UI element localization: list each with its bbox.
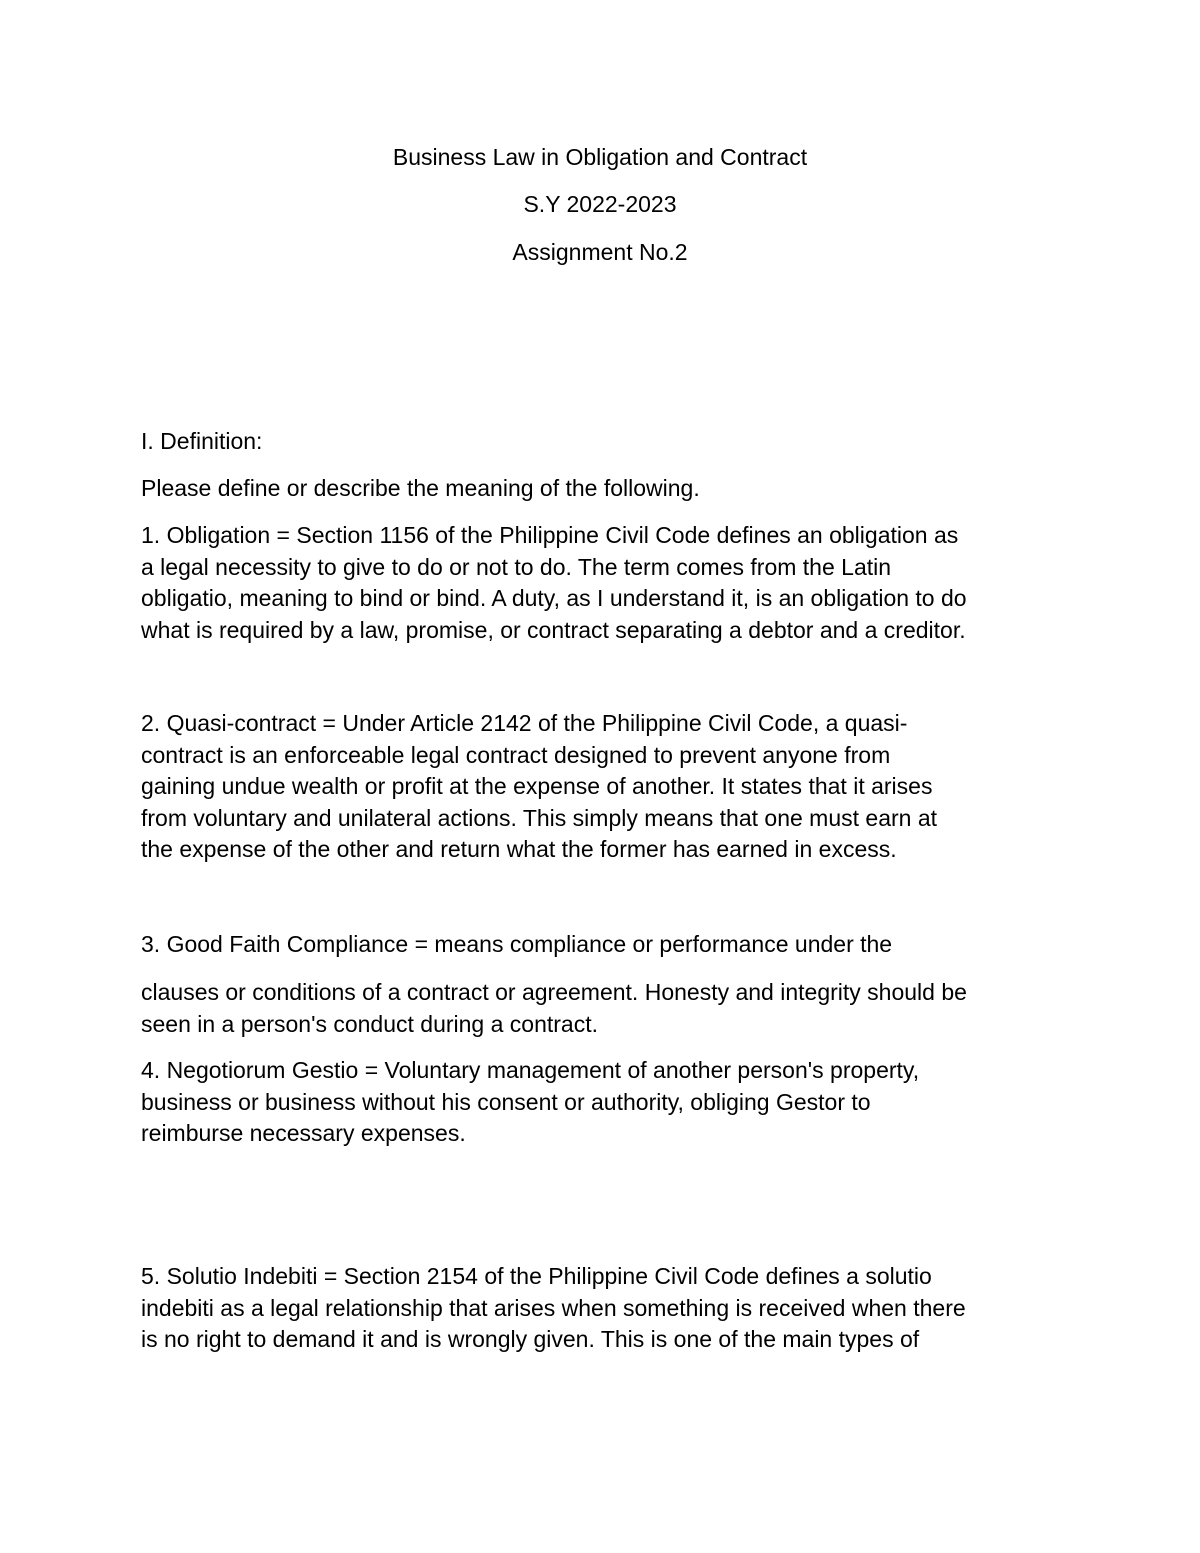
definition-item-quasi-contract: 2. Quasi-contract = Under Article 2142 of the Philippine Civil Code, a quasi- contract is an enforceable legal contract designed to prevent anyone from gaining undue wealth or profit at the expense of another. It states that it arises from voluntary and unilateral actions. This simply means that one must earn at the expense of the other and return what the former has earned in excess. bbox=[141, 710, 938, 863]
course-title: Business Law in Obligation and Contract bbox=[392, 144, 808, 170]
definition-item-obligation: 1. Obligation = Section 1156 of the Philippine Civil Code defines an obligation as a legal necessity to give to do or not to do. The term comes from the Latin obligatio, meaning to bind or bind. A duty, as I understand it, is an obligation to do what is required by a law, promise, or contract separating a debtor and a creditor. bbox=[141, 522, 967, 643]
definition-item-solutio-indebiti: 5. Solutio Indebiti = Section 2154 of the Philippine Civil Code defines a solutio indebiti as a legal relationship that arises when something is received when there is no right to demand it and is wrongly given. This is one of the main types of bbox=[141, 1263, 966, 1353]
school-year: S.Y 2022-2023 bbox=[523, 191, 677, 217]
assignment-number: Assignment No.2 bbox=[512, 239, 688, 265]
definition-item-good-faith-first-line: 3. Good Faith Compliance = means compliance or performance under the bbox=[141, 931, 893, 957]
definition-item-good-faith-continued: clauses or conditions of a contract or agreement. Honesty and integrity should be seen in a person's conduct during a contract. bbox=[141, 979, 967, 1037]
section-instruction: Please define or describe the meaning of the following. bbox=[141, 475, 700, 501]
section-heading: I. Definition: bbox=[141, 428, 263, 454]
definition-item-negotiorum-gestio: 4. Negotiorum Gestio = Voluntary management of another person's property, business or business without his consent or authority, obliging Gestor to reimburse necessary expenses. bbox=[141, 1057, 920, 1147]
